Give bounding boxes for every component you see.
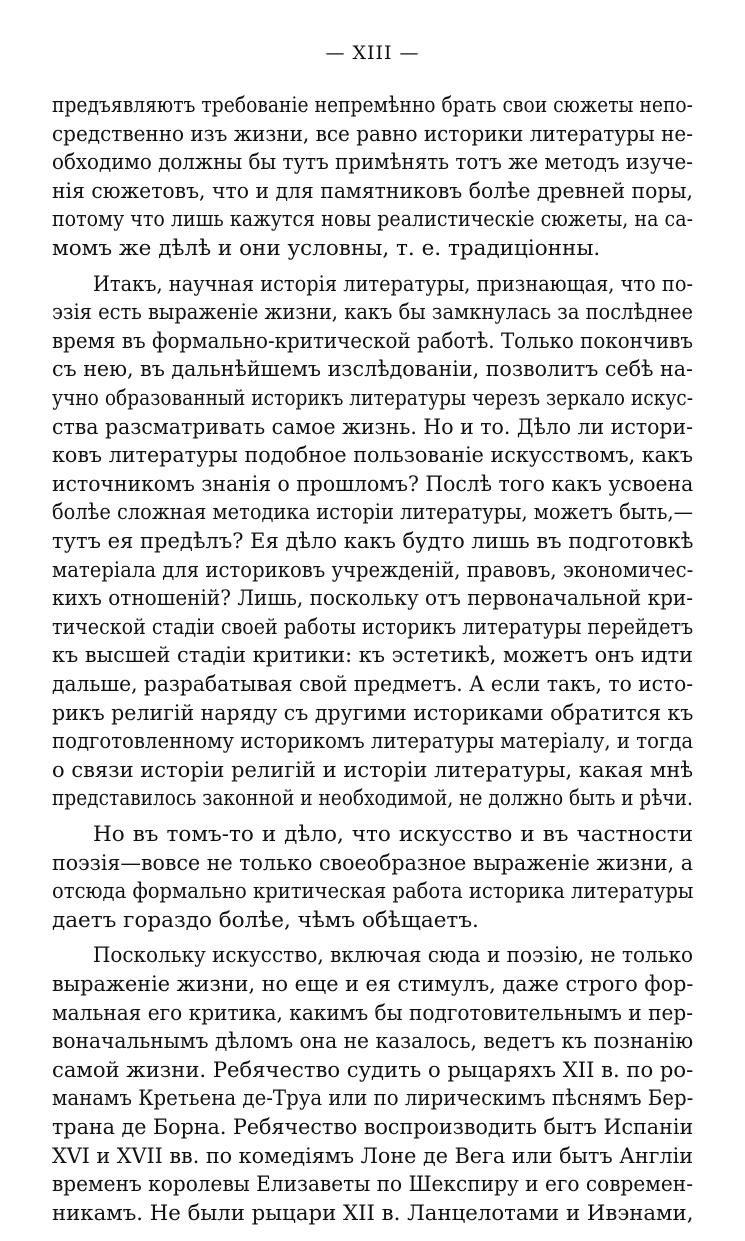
page-number: — XIII — <box>325 42 420 64</box>
text-line: Но въ томъ-то и дѣло, что искусство и въ частности <box>93 822 693 847</box>
text-line: рикъ религій наряду съ другими историками обратится къ <box>52 700 694 726</box>
text-line: ковъ литературы подобное пользованіе искусствомъ, какъ <box>52 443 693 469</box>
text-line: кихъ отношеній? Лишь, поскольку отъ первоначальной кри- <box>52 586 693 612</box>
text-line: средственно изъ жизни, все равно историки литературы не- <box>52 121 693 147</box>
text-line: воначальнымъ дѣломъ она не казалось, ведетъ къ познанію <box>52 1029 694 1055</box>
text-line: подготовленному историкомъ литературы матеріалу, и тогда <box>52 729 694 755</box>
text-line: дальше, разрабатывая свой предметъ. А если такъ, то исто- <box>52 672 694 697</box>
text-line: болѣе сложная методика исторіи литературы, можетъ быть,— <box>52 500 693 526</box>
text-line: XVI и XVII вв. по комедіямъ Лоне де Вега или бытъ Англіи <box>52 1143 694 1169</box>
text-line: тической стадіи своей работы историкъ литературы перейдетъ <box>52 614 694 640</box>
text-line: потому что лишь кажутся новы реалистическіе сюжеты, на са- <box>52 207 693 233</box>
text-line: никамъ. Не были рыцари XII в. Ланцелотами и Ивэнами, <box>52 1200 694 1226</box>
text-line: обходимо должны бы тутъ примѣнять тотъ же методъ изуче- <box>52 150 693 176</box>
text-line: тутъ ея предѣлъ? Ея дѣло какъ будто лишь въ подготовкѣ <box>52 529 694 554</box>
text-line: момъ же дѣлѣ и они условны, т. е. традиціонны. <box>52 236 601 261</box>
text-line: эзія есть выраженіе жизни, какъ бы замкнулась за послѣднее <box>52 300 693 326</box>
text-line: нія сюжетовъ, что и для памятниковъ болѣе древней поры, <box>52 178 693 204</box>
text-line: съ нею, въ дальнѣйшемъ изслѣдованіи, позволитъ себѣ на- <box>52 357 693 383</box>
text-line: поэзія—вовсе не только своеобразное выраженіе жизни, а <box>52 850 693 876</box>
text-line: представилось законной и необходимой, не должно быть и рѣчи. <box>52 786 693 812</box>
text-line: время въ формально-критической работѣ. Только покончивъ <box>52 328 693 354</box>
text-line: трана де Борна. Ребячество воспроизводить бытъ Испаніи <box>52 1115 694 1140</box>
text-line: къ высшей стадіи критики: къ эстетикѣ, можетъ онъ идти <box>52 643 693 669</box>
text-line: Итакъ, научная исторія литературы, признающая, что по- <box>93 271 693 297</box>
text-line: манамъ Кретьена де-Труа или по лирическимъ пѣснямъ Бер- <box>52 1086 694 1112</box>
text-line: учно образованный историкъ литературы черезъ зеркало искус- <box>52 386 693 411</box>
text-line: Поскольку искусство, включая сюда и поэзію, не только <box>93 943 693 969</box>
text-line: самой жизни. Ребячество судить о рыцаряхъ XII в. по ро- <box>52 1057 694 1083</box>
text-line: отсюда формально критическая работа историка литературы <box>52 879 694 905</box>
text-line: выраженіе жизни, но еще и ея стимулъ, даже строго фор- <box>52 972 694 997</box>
text-line: предъявляютъ требованіе непремѣнно брать свои сюжеты непо- <box>52 93 693 118</box>
text-line: мальная его критика, какимъ бы подготовительнымъ и пер- <box>52 1000 693 1026</box>
text-line: источникомъ знанія о прошломъ? Послѣ того какъ усвоена <box>52 471 694 497</box>
text-line: о связи исторіи религій и исторіи литературы, какая мнѣ <box>52 757 693 783</box>
text-line: матеріала для историковъ учрежденій, правовъ, экономичес- <box>52 557 694 583</box>
text-line: ства разсматривать самое жизнь. Но и то. Дѣло ли истори- <box>52 414 694 440</box>
text-line: даетъ гораздо болѣе, чѣмъ обѣщаетъ. <box>52 907 479 933</box>
text-line: временъ королевы Елизаветы по Шекспиру и его современ- <box>52 1172 693 1198</box>
